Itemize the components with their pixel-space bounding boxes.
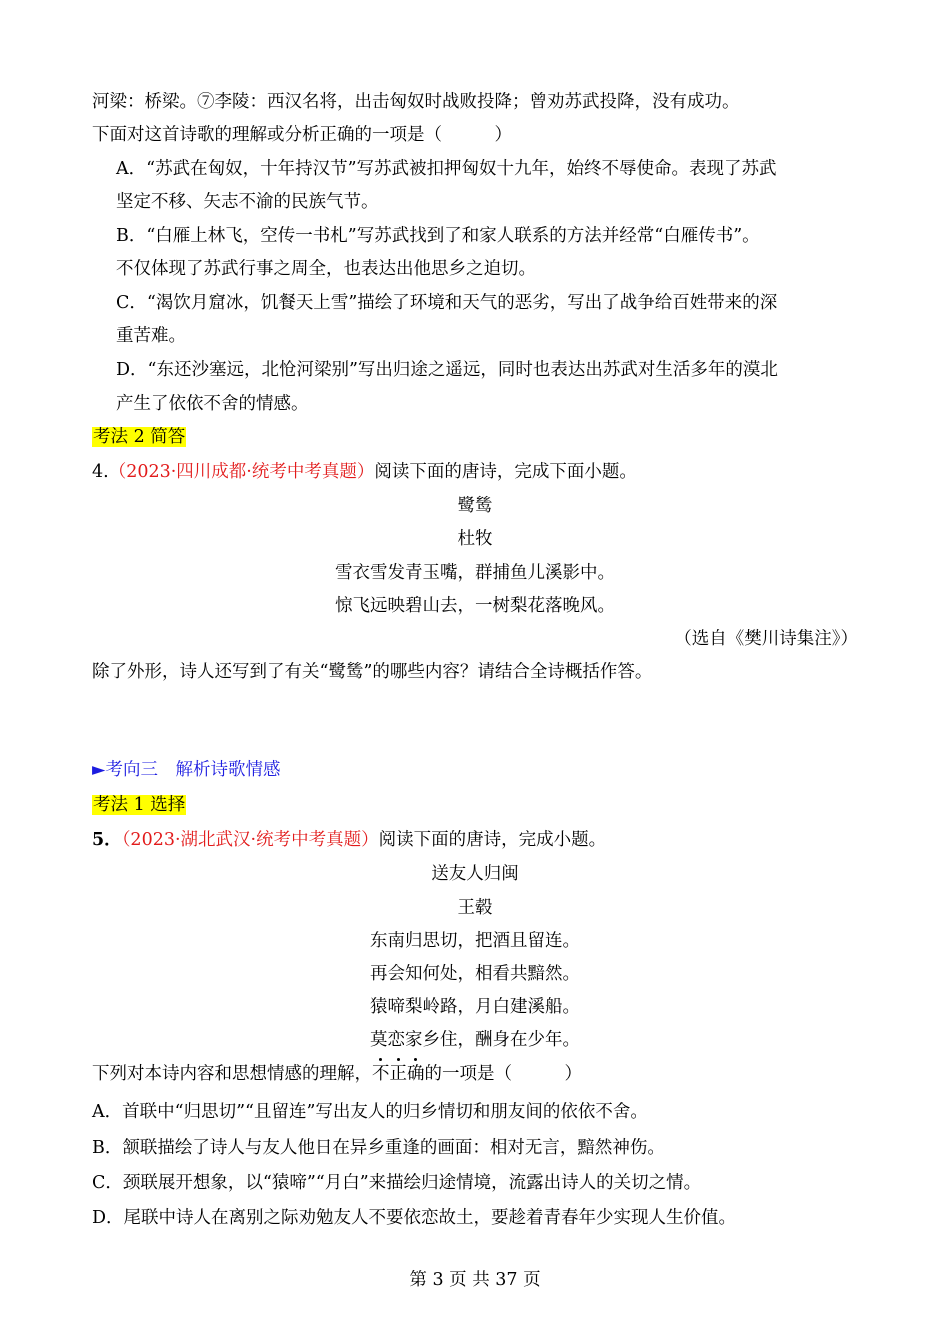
question-4-header [92,460,637,484]
question-5-stem-pre: 下列对本诗内容和思想情感的理解， [92,1064,372,1084]
emphasis-char-1: 不 [372,1064,390,1084]
option-c-line1: C．“渴饮月窟冰，饥餐天上雪”描绘了环境和天气的恶劣，写出了战争给百姓带来的深 [116,293,778,313]
question-5-number: 5． [92,830,122,850]
poem-5-line-3: 猿啼梨岭路，月白建溪船。 [370,997,580,1017]
poem-5-title: 送友人归闽 [431,864,519,884]
poem-4-author: 杜牧 [457,529,493,549]
method-2-label: 考法 2 简答 [93,427,186,447]
option-d-line1: D．“东还沙塞远，北怆河梁别”写出归途之遥远，同时也表达出苏武对生活多年的漠北 [116,360,778,380]
question-5-header [92,828,606,852]
option-b-line2: 不仅体现了苏武行事之周全，也表达出他思乡之迫切。 [116,259,536,279]
method-1-heading [92,793,186,817]
question-5-option-d: D．尾联中诗人在离别之际劝勉友人不要依恋故土，要趁着青春年少实现人生价值。 [92,1208,737,1228]
poem-5-line-4: 莫恋家乡住，酬身在少年。 [370,1030,580,1050]
poem-4-line-1: 雪衣雪发青玉嘴，群捕鱼儿溪影中。 [335,563,615,583]
page-footer: 第 3 页 共 37 页 [409,1270,541,1290]
section-3-heading [92,758,280,782]
question-5-option-c: C．颈联展开想象，以“猿啼”“月白”来描绘归途情境，流露出诗人的关切之情。 [92,1173,702,1193]
question-5-source: （2023·湖北武汉·统考中考真题） [121,830,379,850]
question-5-instruction: 阅读下面的唐诗，完成小题。 [378,830,607,850]
section-3-label: 考向三 解析诗歌情感 [105,760,281,780]
poem-4-source: （选自《樊川诗集注》） [674,629,858,649]
poem-5-author: 王毂 [457,898,493,918]
poem-4-title: 鹭鸶 [457,496,493,516]
option-d-line2: 产生了依依不舍的情感。 [116,394,309,414]
question-4-stem: 除了外形，诗人还写到了有关“鹭鸶”的哪些内容？请结合全诗概括作答。 [92,662,653,682]
option-c-line2: 重苦难。 [116,326,186,346]
poem-5-line-1: 东南归思切，把酒且留连。 [370,931,580,951]
question-5-option-b: B．颔联描绘了诗人与友人他日在异乡重逢的画面：相对无言，黯然神伤。 [92,1138,665,1158]
question-5-stem [92,1062,582,1086]
option-b-line1: B．“白雁上林飞，空传一书札”写苏武找到了和家人联系的方法并经常“白雁传书”。 [116,226,760,246]
annotation-line: 河梁：桥梁。⑦李陵：西汉名将，出击匈奴时战败投降；曾劝苏武投降，没有成功。 [92,92,740,112]
emphasis-char-3: 确 [407,1064,425,1084]
question-4-instruction: 阅读下面的唐诗，完成下面小题。 [374,462,637,482]
question-4-source: （2023·四川成都·统考中考真题） [108,462,375,482]
question-5-stem-post: 的一项是（ ） [424,1064,582,1084]
method-1-label: 考法 1 选择 [93,795,186,815]
poem-5-line-2: 再会知何处，相看共黯然。 [370,964,580,984]
question-3-stem: 下面对这首诗歌的理解或分析正确的一项是（ ） [92,125,512,145]
poem-4-line-2: 惊飞远映碧山去，一树梨花落晚风。 [335,596,615,616]
question-5-option-a: A．首联中“归思切”“且留连”写出友人的归乡情切和朋友间的依依不舍。 [92,1102,648,1122]
option-a-line2: 坚定不移、矢志不渝的民族气节。 [116,192,379,212]
method-2-heading [92,425,186,449]
triangle-icon: ► [92,760,106,780]
emphasis-char-2: 正 [389,1064,407,1084]
option-a-line1: A．“苏武在匈奴，十年持汉节”写苏武被扣押匈奴十九年，始终不辱使命。表现了苏武 [116,159,777,179]
question-4-number: 4. [92,462,109,482]
